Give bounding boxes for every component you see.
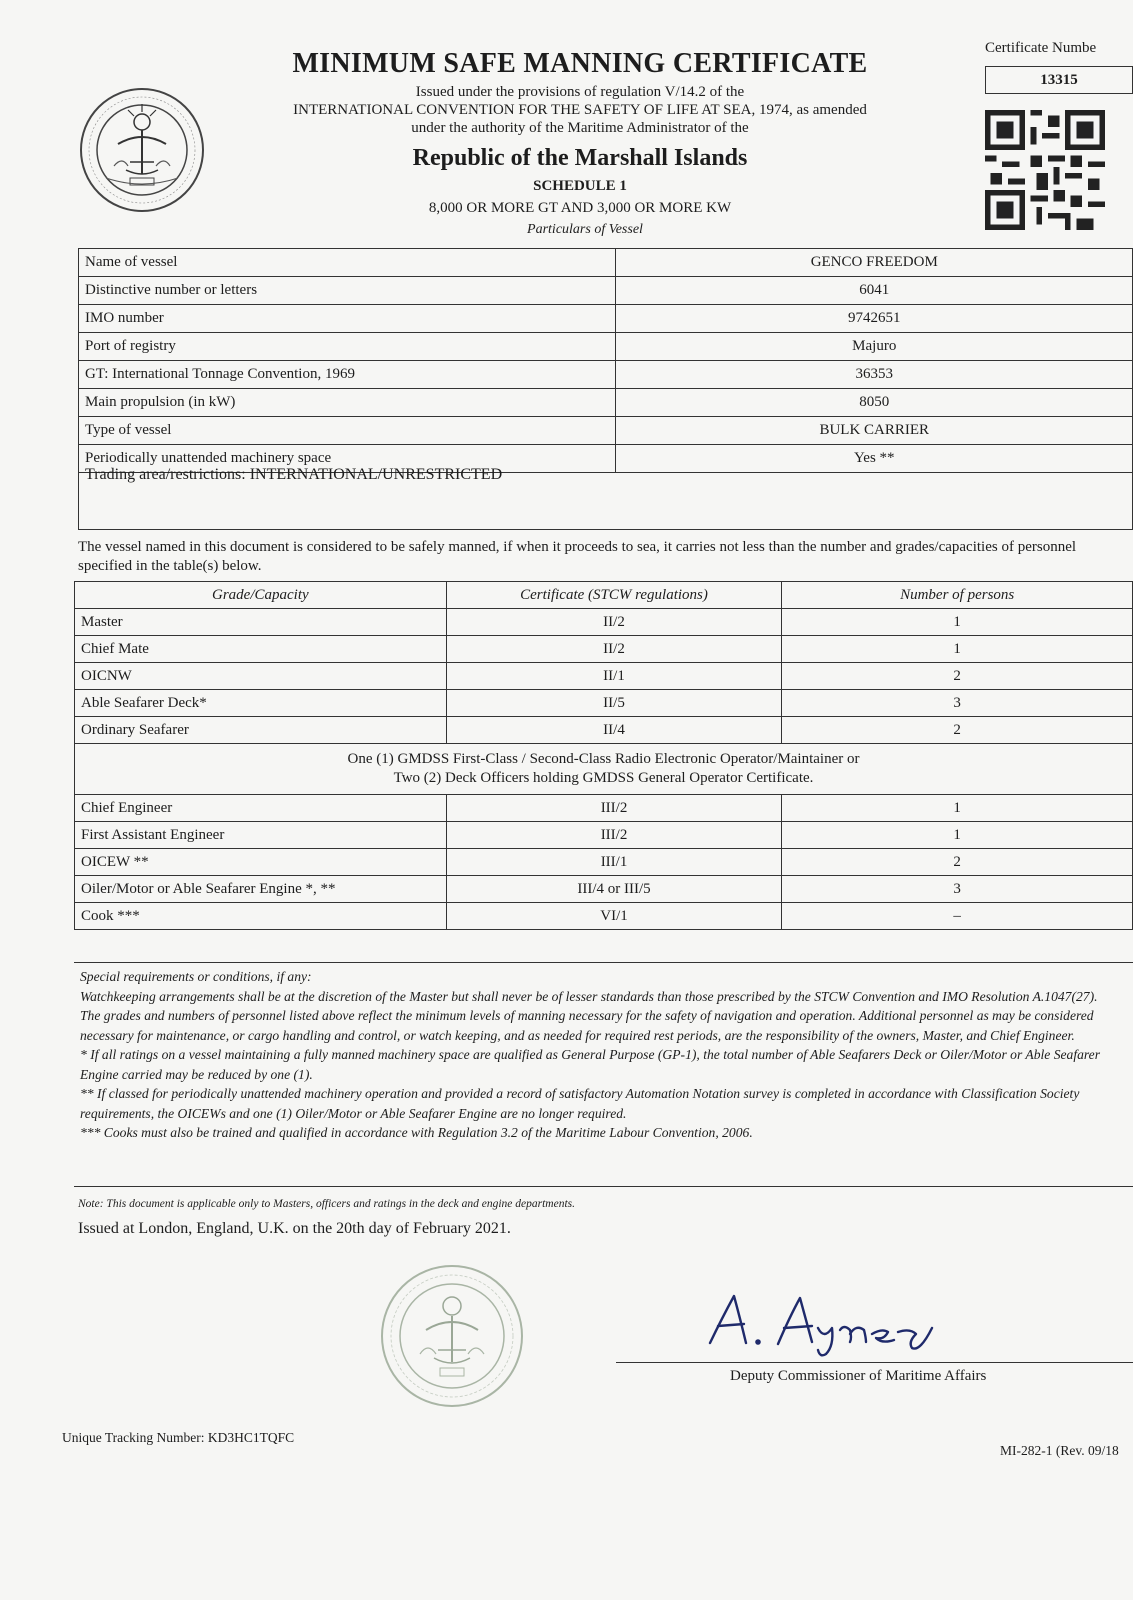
vessel-particulars-table: [78, 248, 1133, 473]
table-row: [75, 876, 1133, 903]
grade-cell: Master: [75, 609, 447, 636]
unattended-machinery-label: Periodically unattended machinery space: [79, 445, 616, 473]
certificate-title: MINIMUM SAFE MANNING CERTIFICATE: [292, 48, 868, 79]
vessel-type-label: Type of vessel: [79, 417, 616, 445]
special-paragraph: Watchkeeping arrangements shall be at the discretion of the Master but shall never be of lesser standards than those prescribed by the STCW Convention and IMO Resolution A.1047(27).: [80, 988, 1098, 1004]
table-row: [79, 361, 1133, 389]
trading-area-text: Trading area/restrictions: INTERNATIONAL/UNRESTRICTED: [85, 466, 503, 483]
header-line-1: Issued under the provisions of regulation V/14.2 of the: [415, 84, 745, 100]
crew-requirements-table: [74, 581, 1133, 930]
grade-cell: Oiler/Motor or Able Seafarer Engine *, **: [75, 876, 447, 903]
certificate-cell: III/2: [446, 795, 782, 822]
persons-cell: 1: [782, 795, 1133, 822]
header-line-2: INTERNATIONAL CONVENTION FOR THE SAFETY OF LIFE AT SEA, 1974, as amended: [293, 102, 867, 118]
special-paragraph: ** If classed for periodically unattended machinery operation and provided a record of satisfactory Automation Notation survey is completed in accordance with Classification Society requirements, the OICEWs and one (1) Oiler/Motor or Able Seafarer Engine are no longer required.: [80, 1086, 1080, 1121]
persons-cell: 2: [782, 717, 1133, 744]
distinctive-number-label: Distinctive number or letters: [79, 277, 616, 305]
main-propulsion-label: Main propulsion (in kW): [79, 389, 616, 417]
applicability-note: Note: This document is applicable only to Masters, officers and ratings in the deck and engine departments.: [78, 1198, 575, 1210]
special-requirements: [74, 962, 1133, 1187]
schedule-label: SCHEDULE 1: [533, 178, 627, 194]
form-number: MI-282-1 (Rev. 09/18: [1000, 1443, 1119, 1458]
certificate-cell: III/2: [446, 822, 782, 849]
table-row: [75, 690, 1133, 717]
certificate-cell: II/2: [446, 636, 782, 663]
certificate-cell: VI/1: [446, 903, 782, 930]
main-propulsion-value: 8050: [616, 389, 1133, 417]
maritime-affairs-seal-icon: [378, 1262, 526, 1410]
persons-cell: 2: [782, 663, 1133, 690]
qr-code-icon: [985, 110, 1105, 230]
table-row: [75, 636, 1133, 663]
particulars-label: Particulars of Vessel: [527, 222, 643, 237]
marshall-islands-seal-icon: [78, 86, 206, 214]
distinctive-number-value: 6041: [616, 277, 1133, 305]
table-row: [79, 389, 1133, 417]
table-row: [79, 277, 1133, 305]
vessel-name-label: Name of vessel: [79, 249, 616, 277]
certificate-cell: III/1: [446, 849, 782, 876]
persons-cell: 2: [782, 849, 1133, 876]
persons-cell: 1: [782, 636, 1133, 663]
vessel-name-value: GENCO FREEDOM: [616, 249, 1133, 277]
signatory-title: Deputy Commissioner of Maritime Affairs: [730, 1368, 987, 1384]
gt-kw-label: 8,000 OR MORE GT AND 3,000 OR MORE KW: [428, 200, 732, 216]
grade-cell: OICNW: [75, 663, 447, 690]
header-grade-capacity: Grade/Capacity: [75, 582, 447, 609]
certificate-cell: II/4: [446, 717, 782, 744]
signature-icon: [700, 1288, 960, 1358]
vessel-type-value: BULK CARRIER: [616, 417, 1133, 445]
port-of-registry-value: Majuro: [616, 333, 1133, 361]
certificate-cell: III/4 or III/5: [446, 876, 782, 903]
header-certificate: Certificate (STCW regulations): [446, 582, 782, 609]
safe-manning-statement: The vessel named in this document is considered to be safely manned, if when it proceeds to sea, it carries not less than the number and grades/capacities of personnel specified in the table(s) below.: [78, 539, 1077, 574]
tracking-number: Unique Tracking Number: KD3HC1TQFC: [62, 1430, 295, 1445]
signature-line: [616, 1362, 1133, 1363]
imo-number-value: 9742651: [616, 305, 1133, 333]
special-paragraph: * If all ratings on a vessel maintaining a fully manned machinery space are qualified as General Purpose (GP-1), the total number of Able Seafarers Deck or Oiler/Motor or Able Seafarer Engine carried may be reduced by one (1).: [80, 1047, 1101, 1082]
gross-tonnage-value: 36353: [616, 361, 1133, 389]
table-row: [79, 249, 1133, 277]
gmdss-requirement: [75, 744, 1133, 795]
table-header-row: [75, 582, 1133, 609]
header-line-3: under the authority of the Maritime Administrator of the: [411, 120, 749, 136]
table-row: [79, 333, 1133, 361]
persons-cell: 3: [782, 690, 1133, 717]
table-row: [75, 663, 1133, 690]
certificate-cell: II/1: [446, 663, 782, 690]
table-row: [75, 609, 1133, 636]
table-row: [75, 795, 1133, 822]
grade-cell: Chief Mate: [75, 636, 447, 663]
port-of-registry-label: Port of registry: [79, 333, 616, 361]
persons-cell: 3: [782, 876, 1133, 903]
unattended-machinery-value: Yes **: [616, 445, 1133, 473]
special-heading: Special requirements or conditions, if any:: [80, 969, 312, 984]
grade-cell: Able Seafarer Deck*: [75, 690, 447, 717]
grade-cell: Cook ***: [75, 903, 447, 930]
gmdss-line-2: Two (2) Deck Officers holding GMDSS General Operator Certificate.: [393, 770, 814, 786]
certificate-cell: II/5: [446, 690, 782, 717]
persons-cell: 1: [782, 822, 1133, 849]
special-paragraph: The grades and numbers of personnel listed above reflect the minimum levels of manning necessary for the safety of navigation and operation. Additional personnel as may be considered necessary for maintenance, or cargo handling and control, or watch keeping, and as needed for required rest periods, are the responsibility of the owners, Master, and Chief Engineer.: [80, 1008, 1094, 1043]
persons-cell: 1: [782, 609, 1133, 636]
persons-cell: –: [782, 903, 1133, 930]
issued-statement: Issued at London, England, U.K. on the 20th day of February 2021.: [78, 1220, 511, 1237]
table-row: [75, 717, 1133, 744]
table-row: [75, 849, 1133, 876]
trading-area: [78, 464, 1133, 530]
certificate-number-value: 13315: [985, 66, 1133, 94]
grade-cell: First Assistant Engineer: [75, 822, 447, 849]
table-row: [75, 903, 1133, 930]
special-paragraph: *** Cooks must also be trained and qualified in accordance with Regulation 3.2 of the Maritime Labour Convention, 2006.: [80, 1125, 753, 1140]
table-row: [79, 417, 1133, 445]
gmdss-row: [75, 744, 1133, 795]
gmdss-line-1: One (1) GMDSS First-Class / Second-Class Radio Electronic Operator/Maintainer or: [347, 751, 860, 767]
table-row: [79, 305, 1133, 333]
imo-number-label: IMO number: [79, 305, 616, 333]
certificate-number-label: Certificate Numbe: [985, 40, 1097, 56]
certificate-cell: II/2: [446, 609, 782, 636]
header-number-of-persons: Number of persons: [782, 582, 1133, 609]
table-row: [75, 822, 1133, 849]
grade-cell: OICEW **: [75, 849, 447, 876]
republic-heading: Republic of the Marshall Islands: [412, 145, 748, 171]
grade-cell: Chief Engineer: [75, 795, 447, 822]
grade-cell: Ordinary Seafarer: [75, 717, 447, 744]
gross-tonnage-label: GT: International Tonnage Convention, 1969: [79, 361, 616, 389]
